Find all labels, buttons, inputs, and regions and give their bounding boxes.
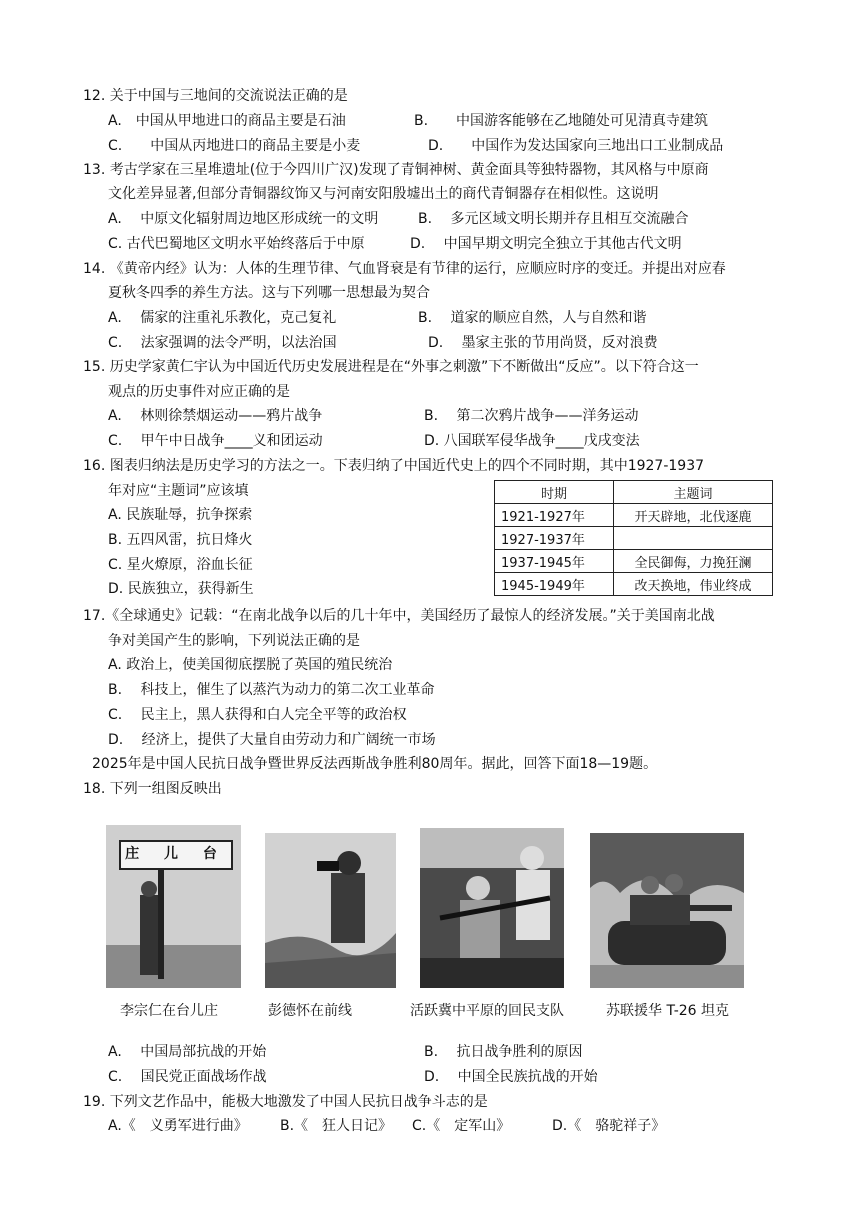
photo-hui-detachment (420, 828, 564, 988)
table-row (495, 527, 773, 550)
table-cell-period: 1927-1937年 (495, 527, 614, 550)
q16-option-c: C. 星火燎原，浴血长征 (108, 557, 253, 573)
photo-li-zongren (106, 825, 241, 988)
table-cell-period: 1921-1927年 (495, 504, 614, 527)
caption-peng-dehuai: 彭德怀在前线 (268, 1003, 352, 1019)
table-row (495, 550, 773, 573)
q15-option-b: B. 第二次鸦片战争——洋务运动 (424, 408, 639, 424)
q18-option-d: D. 中国全民族抗战的开始 (424, 1069, 598, 1085)
q14-stem-line1: 14. 《黄帝内经》认为：人体的生理节律、气血肾衰是有节律的运行，应顺应时序的变迁。并提出对应春 (83, 261, 726, 277)
q16-option-b: B. 五四风雷，抗日烽火 (108, 532, 253, 548)
q16-stem-line2: 年对应“主题词”应该填 (108, 483, 249, 499)
q12-option-c: C. 中国从丙地进口的商品主要是小麦 (108, 138, 361, 154)
table-cell-theme: 全民御侮，力挽狂澜 (614, 550, 773, 573)
q19-option-d: D.《 骆驼祥子》 (552, 1118, 666, 1134)
q15-stem-line2: 观点的历史事件对应正确的是 (108, 384, 290, 400)
q18-option-a: A. 中国局部抗战的开始 (108, 1044, 267, 1060)
q17-option-c: C. 民主上，黑人获得和白人完全平等的政治权 (108, 707, 407, 723)
table-cell-theme (614, 527, 773, 550)
table-cell-period: 1937-1945年 (495, 550, 614, 573)
q14-option-d: D. 墨家主张的节用尚贤，反对浪费 (428, 335, 658, 351)
table-header-theme: 主题词 (614, 481, 773, 504)
q15-stem-line1: 15. 历史学家黄仁宇认为中国近代历史发展进程是在“外事之刺激”下不断做出“反应”。以下符合这一 (83, 359, 699, 375)
section-intro: 2025年是中国人民抗日战争暨世界反法西斯战争胜利80周年。据此，回答下面18—19题。 (92, 756, 658, 772)
q15-option-a: A. 林则徐禁烟运动——鸦片战争 (108, 408, 323, 424)
table-cell-period: 1945-1949年 (495, 573, 614, 596)
q17-stem-line2: 争对美国产生的影响，下列说法正确的是 (108, 633, 360, 649)
caption-hui-detachment: 活跃冀中平原的回民支队 (410, 1003, 564, 1019)
q13-option-c: C. 古代巴蜀地区文明水平始终落后于中原 (108, 236, 365, 252)
q17-option-d: D. 经济上，提供了大量自由劳动力和广阔统一市场 (108, 732, 436, 748)
q17-option-a: A. 政治上，使美国彻底摆脱了英国的殖民统治 (108, 657, 393, 673)
photo-peng-dehuai (265, 833, 396, 988)
photo-sign-text: 庄 儿 台 (125, 846, 227, 862)
q14-option-a: A. 儒家的注重礼乐教化，克己复礼 (108, 310, 337, 326)
q18-option-c: C. 国民党正面战场作战 (108, 1069, 267, 1085)
table-row (495, 504, 773, 527)
q16-option-a: A. 民族耻辱，抗争探索 (108, 507, 253, 523)
photo-t26-tank-graphic (590, 833, 744, 988)
q12-stem: 12. 关于中国与三地间的交流说法正确的是 (83, 88, 348, 104)
photo-t26-tank (590, 833, 744, 988)
q15-option-d: D. 八国联军侵华战争____戊戌变法 (424, 433, 640, 449)
q19-stem: 19. 下列文艺作品中，能极大地激发了中国人民抗日战争斗志的是 (83, 1094, 488, 1110)
q17-stem-line1: 17.《全球通史》记载：“在南北战争以后的几十年中，美国经历了最惊人的经济发展。”关于美国南北战 (83, 608, 715, 624)
q14-option-c: C. 法家强调的法令严明，以法治国 (108, 335, 337, 351)
table-cell-theme: 开天辟地，北伐逐鹿 (614, 504, 773, 527)
photo-peng-dehuai-graphic (265, 833, 396, 988)
q14-stem-line2: 夏秋冬四季的养生方法。这与下列哪一思想最为契合 (108, 285, 430, 301)
table-header-period: 时期 (495, 481, 614, 504)
q13-option-a: A. 中原文化辐射周边地区形成统一的文明 (108, 211, 379, 227)
table-row (495, 573, 773, 596)
q12-option-b: B. 中国游客能够在乙地随处可见清真寺建筑 (414, 113, 709, 129)
q12-option-d: D. 中国作为发达国家向三地出口工业制成品 (428, 138, 724, 154)
q16-stem-line1: 16. 图表归纳法是历史学习的方法之一。下表归纳了中国近代史上的四个不同时期，其中1927-1937 (83, 458, 705, 474)
q19-option-a: A.《 义勇军进行曲》 (108, 1118, 248, 1134)
q18-option-b: B. 抗日战争胜利的原因 (424, 1044, 583, 1060)
caption-t26-tank: 苏联援华 T-26 坦克 (606, 1003, 730, 1019)
q19-option-b: B.《 狂人日记》 (280, 1118, 393, 1134)
caption-li-zongren: 李宗仁在台儿庄 (120, 1003, 218, 1019)
q13-option-b: B. 多元区域文明长期并存且相互交流融合 (418, 211, 689, 227)
period-theme-table (494, 480, 773, 596)
q16-option-d: D. 民族独立，获得新生 (108, 581, 254, 597)
q12-option-a: A. 中国从甲地进口的商品主要是石油 (108, 113, 346, 129)
q17-option-b: B. 科技上，催生了以蒸汽为动力的第二次工业革命 (108, 682, 435, 698)
photo-hui-detachment-graphic (420, 828, 564, 988)
q15-option-c: C. 甲午中日战争____义和团运动 (108, 433, 323, 449)
q13-option-d: D. 中国早期文明完全独立于其他古代文明 (410, 236, 682, 252)
q13-stem-line2: 文化差异显著,但部分青铜器纹饰又与河南安阳殷墟出土的商代青铜器存在相似性。这说明 (108, 186, 659, 202)
q13-stem-line1: 13. 考古学家在三星堆遗址(位于今四川广汉)发现了青铜神树、黄金面具等独特器物，其风格与中原商 (83, 162, 709, 178)
q19-option-c: C.《 定军山》 (412, 1118, 511, 1134)
table-cell-theme: 改天换地，伟业终成 (614, 573, 773, 596)
q14-option-b: B. 道家的顺应自然，人与自然和谐 (418, 310, 647, 326)
table-header-row (495, 481, 773, 504)
q18-stem: 18. 下列一组图反映出 (83, 781, 222, 797)
